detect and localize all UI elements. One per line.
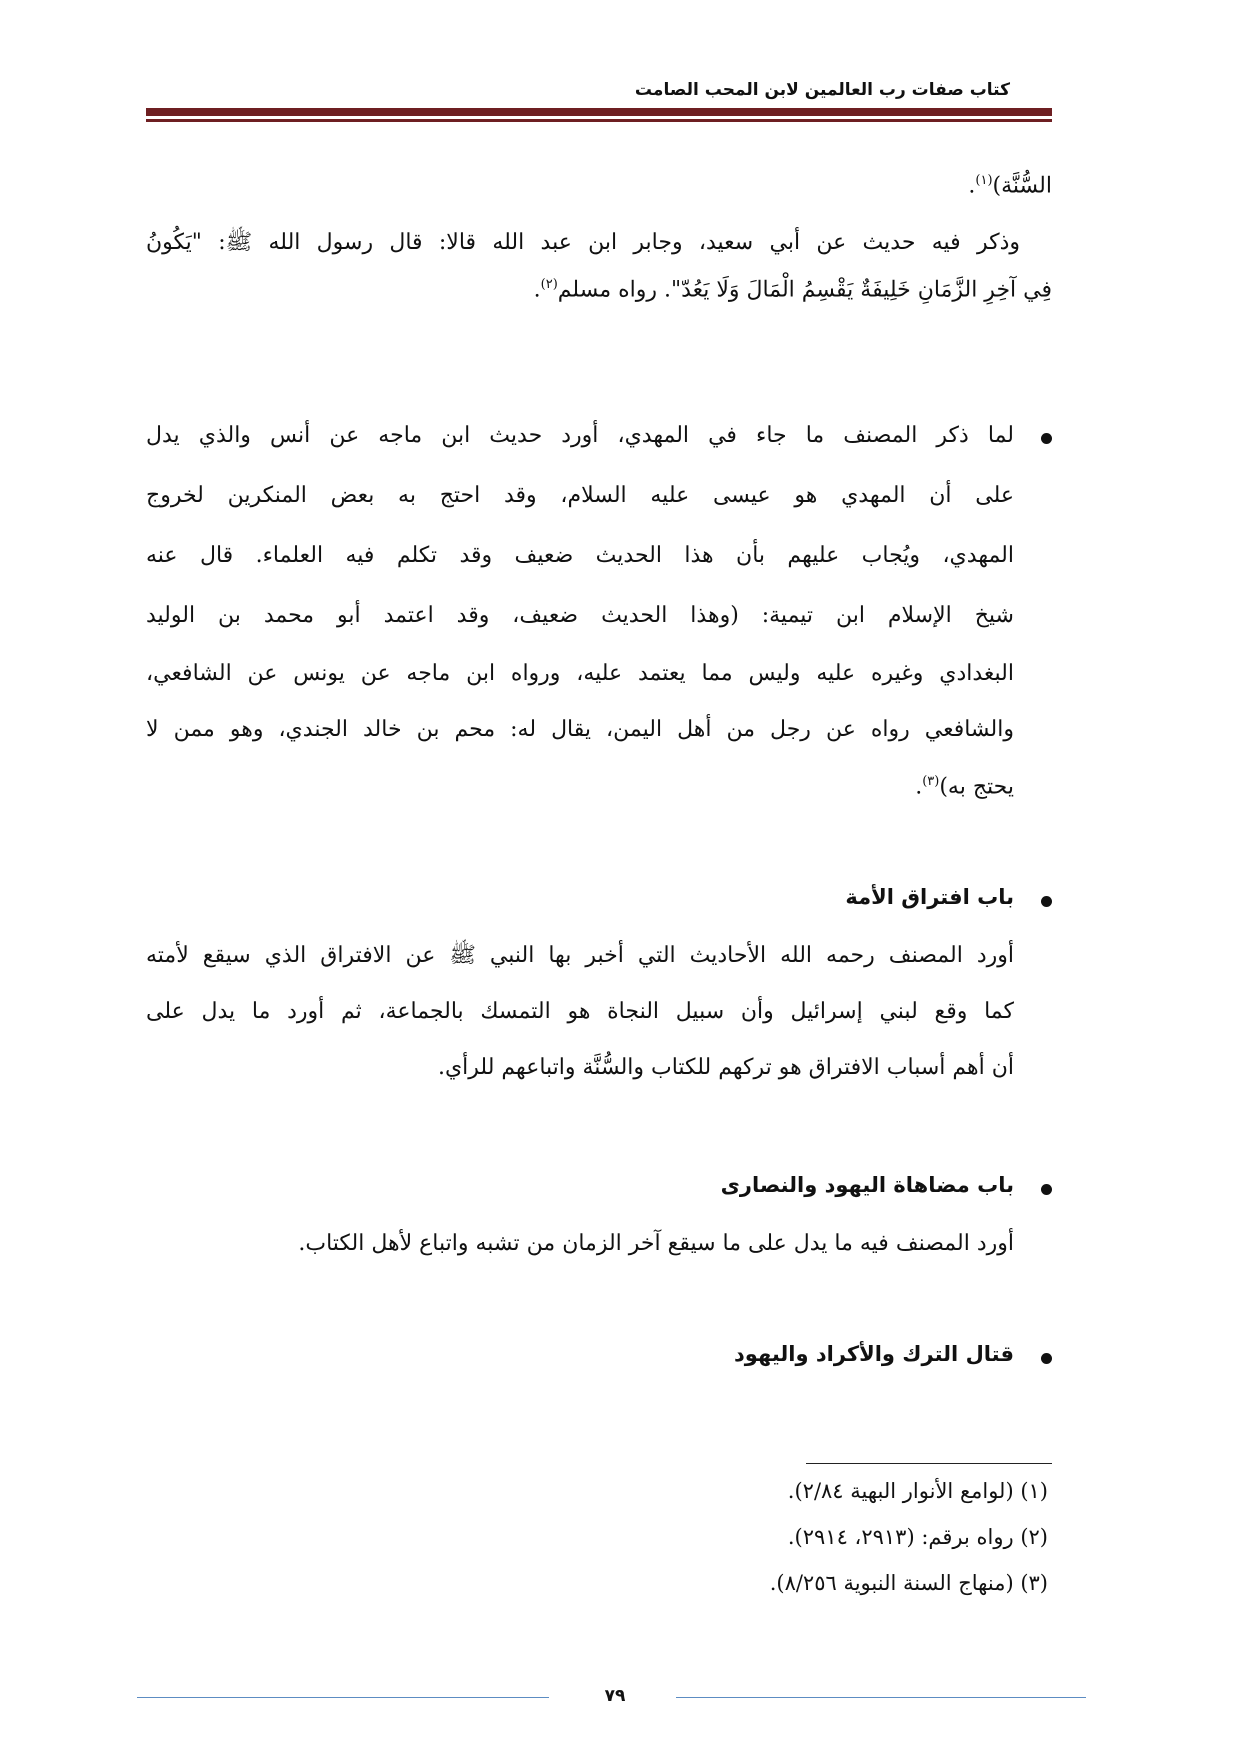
footnote: (١) (لوامع الأنوار البهية ٢/٨٤).: [787, 1479, 1048, 1503]
page-number: ٧٩: [604, 1686, 626, 1706]
section2-last-line: أن أهم أسباب الافتراق هو تركهم للكتاب والسُّنَّة واتباعهم للرأي.: [437, 1055, 1014, 1080]
bullet-dot: [1041, 1184, 1052, 1195]
bullet-dot: [1041, 433, 1052, 444]
section1-line: شيخ الإسلام ابن تيمية: (وهذا الحديث ضعيف، وقد اعتمد أبو محمد بن الوليد: [146, 603, 1014, 628]
section1-line: على أن المهدي هو عيسى عليه السلام، وقد احتج به بعض المنكرين لخروج: [146, 483, 1014, 508]
running-header-title: كتاب صفات رب العالمين لابن المحب الصامت: [634, 80, 1010, 100]
footer-rule: [137, 1697, 549, 1698]
section2-line: كما وقع لبني إسرائيل وأن سبيل النجاة هو التمسك بالجماعة، ثم أورد ما يدل على: [146, 999, 1014, 1024]
section1-last-line: يحتج به)$^{(٣)}$.: [915, 774, 1014, 800]
section3-heading: باب مضاهاة اليهود والنصارى: [720, 1173, 1014, 1197]
section4-heading: قتال الترك والأكراد واليهود: [734, 1342, 1014, 1366]
intro-line-1: السُّنَّة)$^{(١)}$.: [968, 173, 1052, 199]
footer-rule: [676, 1697, 1086, 1698]
bullet-dot: [1041, 1353, 1052, 1364]
section1-line: والشافعي رواه عن رجل من أهل اليمن، يقال له: محم بن خالد الجندي، وهو ممن لا: [146, 717, 1014, 742]
footnote-ref-1: (١): [975, 173, 993, 188]
footnote-ref-2: (٢): [540, 277, 558, 292]
footnote-ref-3: (٣): [922, 774, 940, 789]
section1-line: المهدي، ويُجاب عليهم بأن هذا الحديث ضعيف وقد تكلم فيه العلماء. قال عنه: [146, 543, 1014, 568]
bullet-dot: [1041, 896, 1052, 907]
header-rule-thick: [146, 108, 1052, 116]
section2-heading: باب افتراق الأمة: [845, 885, 1014, 909]
footnote: (٢) رواه برقم: (٢٩١٣، ٢٩١٤).: [787, 1525, 1048, 1549]
intro-line-3: فِي آخِرِ الزَّمَانِ خَلِيفَةٌ يَقْسِمُ الْمَالَ وَلَا يَعُدّ". رواه مسلم$^{(٢)}$.: [533, 277, 1052, 303]
footnote-separator: [806, 1463, 1052, 1464]
section3-line: أورد المصنف فيه ما يدل على ما سيقع آخر الزمان من تشبه واتباع لأهل الكتاب.: [298, 1231, 1014, 1256]
footnote: (٣) (منهاج السنة النبوية ٨/٢٥٦).: [769, 1571, 1048, 1595]
section1-line: لما ذكر المصنف ما جاء في المهدي، أورد حديث ابن ماجه عن أنس والذي يدل: [146, 423, 1014, 448]
section2-line: أورد المصنف رحمه الله الأحاديث التي أخبر بها النبي ﷺ عن الافتراق الذي سيقع لأمته: [146, 943, 1014, 968]
intro-line-2: وذكر فيه حديث عن أبي سعيد، وجابر ابن عبد الله قالا: قال رسول الله ﷺ: "يَكُونُ: [146, 230, 1020, 255]
section1-line: البغدادي وغيره عليه وليس مما يعتمد عليه، ورواه ابن ماجه عن يونس عن الشافعي،: [146, 661, 1014, 686]
header-rule-thin: [146, 119, 1052, 122]
